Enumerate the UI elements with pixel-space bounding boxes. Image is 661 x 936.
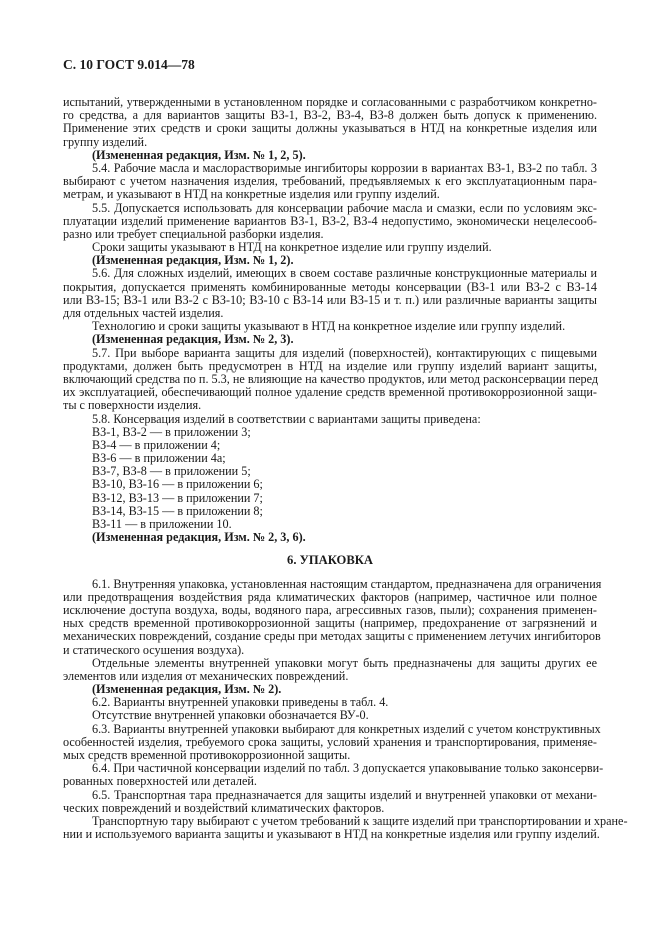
amendment-note: (Измененная редакция, Изм. № 2, 3). bbox=[92, 332, 294, 347]
text-line: ты с поверхности изделия. bbox=[63, 398, 202, 413]
text-line: ВЗ-10, ВЗ-16 — в приложении 6; bbox=[92, 477, 263, 492]
text-line: Применение этих средств и сроки защиты должны указываться в НТД на конкретные изделия или bbox=[63, 121, 597, 136]
text-line: ВЗ-6 — в приложении 4а; bbox=[92, 451, 226, 466]
amendment-note: (Измененная редакция, Изм. № 2). bbox=[92, 682, 282, 697]
text-line: ВЗ-11 — в приложении 10. bbox=[92, 517, 232, 531]
text-line: Отсутствие внутренней упаковки обозначается ВУ-0. bbox=[92, 708, 369, 723]
section-heading: 6. УПАКОВКА bbox=[287, 553, 373, 568]
text-line: 5.4. Рабочие масла и маслорастворимые ингибиторы коррозии в вариантах ВЗ-1, ВЗ-2 по табл. 3 bbox=[92, 160, 597, 175]
amendment-note: (Измененная редакция, Изм. № 2, 3, 6). bbox=[92, 530, 306, 545]
document-body bbox=[63, 95, 628, 842]
text-line: 5.5. Допускается использовать для консервации рабочие масла и смазки, если по условиям экс- bbox=[92, 200, 597, 215]
text-line: ВЗ-14, ВЗ-15 — в приложении 8; bbox=[92, 503, 263, 518]
text-line: Технологию и сроки защиты указывают в НТД на конкретное изделие или группу изделий. bbox=[92, 319, 566, 334]
text-line: 6.2. Варианты внутренней упаковки приведены в табл. 4. bbox=[92, 695, 389, 710]
text-line: 6.1. Внутренняя упаковка, установленная настоящим стандартом, предназначена для ограничения bbox=[92, 576, 602, 591]
text-line: испытаний, утвержденными в установленном порядке и согласованными с разработчиком конкретно- bbox=[63, 95, 597, 109]
text-line: ВЗ-4 — в приложении 4; bbox=[92, 437, 221, 452]
text-line: ческих повреждений и воздействий климатических факторов. bbox=[63, 800, 385, 815]
text-line: ВЗ-1, ВЗ-2 — в приложении 3; bbox=[92, 424, 251, 439]
amendment-note: (Измененная редакция, Изм. № 1, 2, 5). bbox=[92, 147, 306, 162]
text-line: 5.6. Для сложных изделий, имеющих в своем составе различные конструкционные материалы и bbox=[92, 266, 597, 281]
text-line: исключение доступа воздуха, воды, водяного пара, агрессивных газов, пыли); сохранения применен- bbox=[63, 602, 597, 617]
text-line: 6.4. При частичной консервации изделий по табл. 3 допускается упаковывание только законсерви- bbox=[92, 761, 604, 776]
text-line: их эксплуатацией, обеспечивающий полное удаление средств временной противокоррозионной защи- bbox=[63, 385, 597, 400]
text-line: плуатации изделий применение вариантов ВЗ-1, ВЗ-2, ВЗ-4 недопустимо, экономически нецелесооб- bbox=[63, 213, 597, 228]
text-line: покрытия, допускается применять комбинированные методы консервации (ВЗ-1 или ВЗ-2 с ВЗ-14 bbox=[63, 279, 597, 294]
text-line: 6.3. Варианты внутренней упаковки выбирают для конкретных изделий с учетом конструктивных bbox=[92, 721, 601, 736]
page-header: С. 10 ГОСТ 9.014—78 bbox=[63, 57, 195, 72]
text-line: механических повреждений, создание среды при методах защиты с применением летучих ингибиторов bbox=[63, 629, 601, 644]
text-line: элементов или изделия от механических повреждений. bbox=[63, 668, 349, 683]
text-line: выбирают с учетом назначения изделия, требований, предъявляемых к его эксплуатационным пара- bbox=[63, 174, 597, 189]
text-line: включающий средства по п. 5.3, не влияющие на качество продуктов, или метод расконсервации перед bbox=[63, 371, 599, 386]
text-line: для отдельных частей изделия. bbox=[63, 306, 224, 320]
amendment-note: (Измененная редакция, Изм. № 1, 2). bbox=[92, 253, 294, 268]
text-line: 5.7. При выборе варианта защиты для изделий (поверхностей), контактирующих с пищевыми bbox=[92, 345, 597, 360]
text-line: 6.5. Транспортная тара предназначается для защиты изделий и внутренней упаковки от механи- bbox=[92, 787, 597, 802]
text-line: или ВЗ-15; ВЗ-1 или ВЗ-2 с ВЗ-10; ВЗ-10 с ВЗ-14 или ВЗ-15 и т. п.) или различные варианты защиты bbox=[63, 292, 597, 307]
text-line: 5.8. Консервация изделий в соответствии с вариантами защиты приведена: bbox=[92, 411, 481, 426]
text-line: ВЗ-12, ВЗ-13 — в приложении 7; bbox=[92, 490, 263, 505]
text-line: Сроки защиты указывают в НТД на конкретное изделие или группу изделий. bbox=[92, 240, 492, 255]
text-line: продуктами, должен быть предусмотрен в НТД на изделие или группу изделий вариант защиты, bbox=[63, 358, 597, 373]
text-line: ВЗ-7, ВЗ-8 — в приложении 5; bbox=[92, 464, 251, 479]
text-line: Транспортную тару выбирают с учетом требований к защите изделий при транспортировании и хране- bbox=[92, 813, 628, 828]
text-line: го средства, а для вариантов защиты ВЗ-1, ВЗ-2, ВЗ-4, ВЗ-8 должен быть допуск к применению. bbox=[63, 108, 597, 123]
section-6-packaging bbox=[63, 576, 628, 842]
text-line: ных средств временной противокоррозионной защиты (например, предохранение от загрязнений и bbox=[63, 616, 597, 631]
text-line: метрам, и указывают в НТД на конкретные изделия или группу изделий. bbox=[63, 187, 440, 202]
text-line: разно или требует специальной разборки изделия. bbox=[63, 226, 324, 241]
text-line: или предотвращения воздействия ряда климатических факторов (например, частичное или полное bbox=[63, 589, 597, 604]
text-line: группу изделий. bbox=[63, 134, 148, 149]
text-line: нии и используемого варианта защиты и указывают в НТД на конкретные изделия или группу изделий. bbox=[63, 827, 600, 842]
text-line: рованных поверхностей или деталей. bbox=[63, 774, 257, 789]
text-line: особенностей изделия, требуемого срока защиты, условий хранения и транспортирования, применяе- bbox=[63, 734, 597, 749]
section-5-continuation bbox=[63, 96, 597, 544]
text-line: мых средств временной противокоррозионной защиты. bbox=[63, 748, 351, 762]
text-line: и статического осушения воздуха). bbox=[63, 642, 245, 657]
text-line: Отдельные элементы внутренней упаковки могут быть предназначены для защиты других ее bbox=[92, 655, 597, 670]
